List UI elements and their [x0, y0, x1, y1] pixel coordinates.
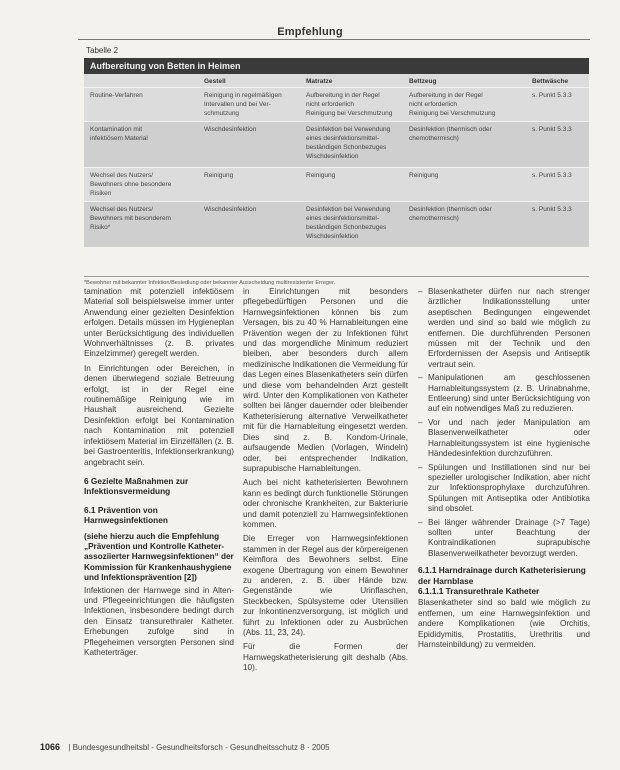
table-row: [84, 122, 589, 168]
paragraph: tamination mit potenziell infektiösem Material soll beispielsweise immer unter Anwendung einer gezielten Desinfektion erfolgen. Details müssen im Hygieneplan unter Berücksichtigung des individuellen Wohnverhältnisses (z. B. privates Einzelzimmer) geregelt werden.: [84, 287, 234, 359]
table-row: [84, 202, 589, 248]
list-item: [418, 518, 590, 560]
list-item-text: Vor und nach jeder Manipulation am Blasenverweilkatheter oder Harnableitungssystem ist eine hygienische Händedesinfektion durchzuführen.: [428, 417, 590, 459]
table-header-row: [84, 74, 589, 88]
paragraph: Auch bei nicht katheterisierten Bewohnern kann es bedingt durch funktionelle Störungen oder chronische Krankheiten, zur Bakteriurie und damit potenziell zu Harnwegsinfektionen kommen.: [243, 478, 408, 529]
table-header-cell: Gestell: [204, 78, 226, 85]
table-row: [84, 168, 589, 202]
table-cell: Aufbereitung in der Regel nicht erforderlich Reinigung bei Verschmutzung: [306, 92, 393, 117]
table-cell: Desinfektion (thermisch oder chemothermisch): [409, 206, 492, 222]
table-cell: Reinigung in regelmäßigen Intervallen und bei Ver- schmutzung: [204, 92, 282, 117]
table-cell: Desinfektion (thermisch oder chemothermisch): [409, 126, 492, 142]
text-column-left: [84, 287, 234, 662]
table-title-bar: Aufbereitung von Betten in Heimen: [84, 58, 589, 74]
list-item-text: Bei länger währender Drainage (>7 Tage) sollten unter Beachtung der Kontraindikationen suprapubische Blasenverweilkatheter bevorzugt werden.: [428, 517, 590, 558]
bullet-dash-icon: –: [418, 287, 423, 296]
paragraph: Infektionen der Harnwege sind in Alten- und Pflegeeinrichtungen die häufigsten Infektionen, insbesondere bedingt durch den Einsatz transurethraler Katheter. Erhebungen zufolge sind in Pflegeheimen versorgten Personen sind Katheterträger.: [84, 585, 234, 657]
bullet-dash-icon: –: [418, 417, 423, 427]
list-item: [418, 463, 590, 515]
table-cell: Aufbereitung in der Regel nicht erforderlich Reinigung bei Verschmutzung: [409, 92, 496, 117]
text-column-middle: [243, 287, 408, 678]
bullet-dash-icon: –: [418, 373, 423, 383]
list-item-text: Manipulationen am geschlossenen Harnableitungssystem (z. B. Urinabnahme, Entleerung) sind unter Berücksichtigung von auf ein notwendiges Maß zu reduzieren.: [428, 373, 590, 414]
table-cell: s. Punkt 5.3.3: [532, 206, 572, 213]
subsection-heading: 6.1 Prävention von Harnwegsinfektionen: [84, 504, 168, 526]
table-header-cell: Bettzeug: [409, 78, 437, 85]
journal-citation: | Bundesgesundheitsbl - Gesundheitsforsch - Gesundheitsschutz 8 · 2005: [68, 743, 330, 752]
section-heading: 6.1.1 Harndrainage durch Katheterisierung der Harnblase: [418, 565, 586, 586]
table-cell: Routine-Verfahren: [90, 92, 143, 99]
table-cell: Reinigung: [204, 172, 234, 179]
table-cell: Desinfektion bei Verwendung eines desinfektionsmittel- beständigen Schonbezuges Wischdesinfektion: [306, 126, 391, 160]
table-cell: Wischdesinfektion: [204, 206, 257, 213]
table-cell: s. Punkt 5.3.3: [532, 172, 572, 179]
paragraph: Für die Formen der Harnwegskatheterisierung gilt deshalb (Abs. 10).: [243, 642, 408, 673]
list-item-text: Spülungen und Instillationen sind nur bei spezieller urologischer Indikation, aber nicht zur Infektionsprophylaxe durchzuführen. Spülungen mit Antiseptika oder Antibiotika sind obsolet.: [428, 462, 590, 514]
table-footnote: *Bewohner mit bekannter Infektion/Besiedlung oder bekannter Ausscheidung multiresistenter Erreger.: [84, 276, 589, 286]
list-item: [418, 373, 590, 415]
section-heading: 6 Gezielte Maßnahmen zur Infektionsvermeidung: [84, 475, 189, 497]
table-cell: s. Punkt 5.3.3: [532, 126, 572, 133]
table-cell: Wechsel des Nutzers/ Bewohners mit besonderem Risiko*: [90, 206, 171, 231]
table-header-cell: Bettwäsche: [532, 78, 569, 85]
table-cell: Reinigung: [409, 172, 439, 179]
bullet-dash-icon: –: [418, 517, 423, 527]
table-label: Tabelle 2: [86, 46, 119, 55]
paragraph: Die Erreger von Harnwegsinfektionen stammen in der Regel aus der körpereigenen Keimflora des Bewohners selbst. Eine exogene Übertragung von einem Bewohner zu anderen, z. B. über Hände bzw. Gegenstände wie Urinflaschen, Steckbecken, Spülsysteme oder Utensilien zur Inkontinenzversorgung, ist möglich und führt zu Infektionen oder zu Ausbrüchen (Abs. 11, 23, 24).: [243, 534, 408, 637]
table-cell: Wischdesinfektion: [204, 126, 257, 133]
list-item-text: Blasenkatheter dürfen nur nach strenger ärztlicher Indikationsstellung unter aseptischen Bedingungen eingewendet werden und sind so bald wie möglich zu entfernen. Die durchführenden Personen müssen mit der Technik und den Erfordernissen der Asepsis und Antiseptik vertraut sein.: [428, 287, 590, 369]
table-header-cell: Matratze: [306, 78, 333, 85]
bed-processing-table: [84, 74, 589, 248]
table-cell: Desinfektion bei Verwendung eines desinfektionsmittel- beständigen Schonbezuges Wischdesinfektion: [306, 206, 391, 240]
table-cell: Wechsel des Nutzers/ Bewohners ohne besondere Risiken: [90, 172, 172, 197]
list-item: [418, 287, 590, 370]
paragraph: Blasenkatheter sind so bald wie möglich zu entfernen, um eine Harnwegsinfektion und andere Komplikationen (wie Orchitis, Epididymitis, Prostatitis, Urethritis und Harnsteinbildung) zu vermeiden.: [418, 598, 590, 649]
header-rule: [78, 39, 590, 40]
paragraph: In Einrichtungen oder Bereichen, in denen überwiegend soziale Betreuung erfolgt, ist in der Regel eine routinemäßige Reinigung wie im Haushalt ausreichend. Gezielte Desinfektion erfolgt bei Kontamination nach Kontamination mit potenziell infektiösem Material im Einzelfällen (z. B. bei Gastroenteritis, Infektionserkrankung) angebracht sein.: [84, 363, 234, 467]
list-item: [418, 418, 590, 460]
table-row: [84, 88, 589, 122]
page-footer: [40, 742, 330, 752]
page-number: 1066: [40, 742, 61, 752]
reference-note: (siehe hierzu auch die Empfehlung „Prävention und Kontrolle Katheter-assoziierter Harnwegsinfektionen“ der Kommission für Krankenhaushygiene und Infektionsprävention [2]): [84, 531, 234, 583]
table-cell: s. Punkt 5.3.3: [532, 92, 572, 99]
text-column-right: [418, 287, 590, 654]
table-cell: Reinigung: [306, 172, 336, 179]
table-cell: Kontamination mit infektiösem Material: [90, 126, 148, 142]
bullet-dash-icon: –: [418, 462, 423, 472]
subsection-heading: 6.1.1.1 Transurethrale Katheter: [418, 585, 540, 596]
page-header-title: Empfehlung: [277, 26, 343, 38]
paragraph: in Einrichtungen mit besonders pflegebedürftigen Personen und die Harnwegsinfektionen können bis zum Versagen, bis zu 40 % Harnableitungen eine Prävention wegen der zu Infektionen führt und das morgendliche Minimum reduziert bleiben, aber besonders durch allem medizinische Indikationen die Vermeidung für das Legen eines Blasenkatheters sein dürfen und diese vom behandelnden Arzt gestellt wird. Unter den Komplikationen von Katheter sollten bei länger dauernder oder bleibender Katheterisierung alternative Verweilkatheter mit für die Harnableitung eingesetzt werden. Dies sind z. B. Kondom-Urinale, aufsaugende Medien (Vorlagen, Windeln) oder, bei entsprechender Indikation, suprapubische Harnableitungen.: [243, 287, 408, 473]
